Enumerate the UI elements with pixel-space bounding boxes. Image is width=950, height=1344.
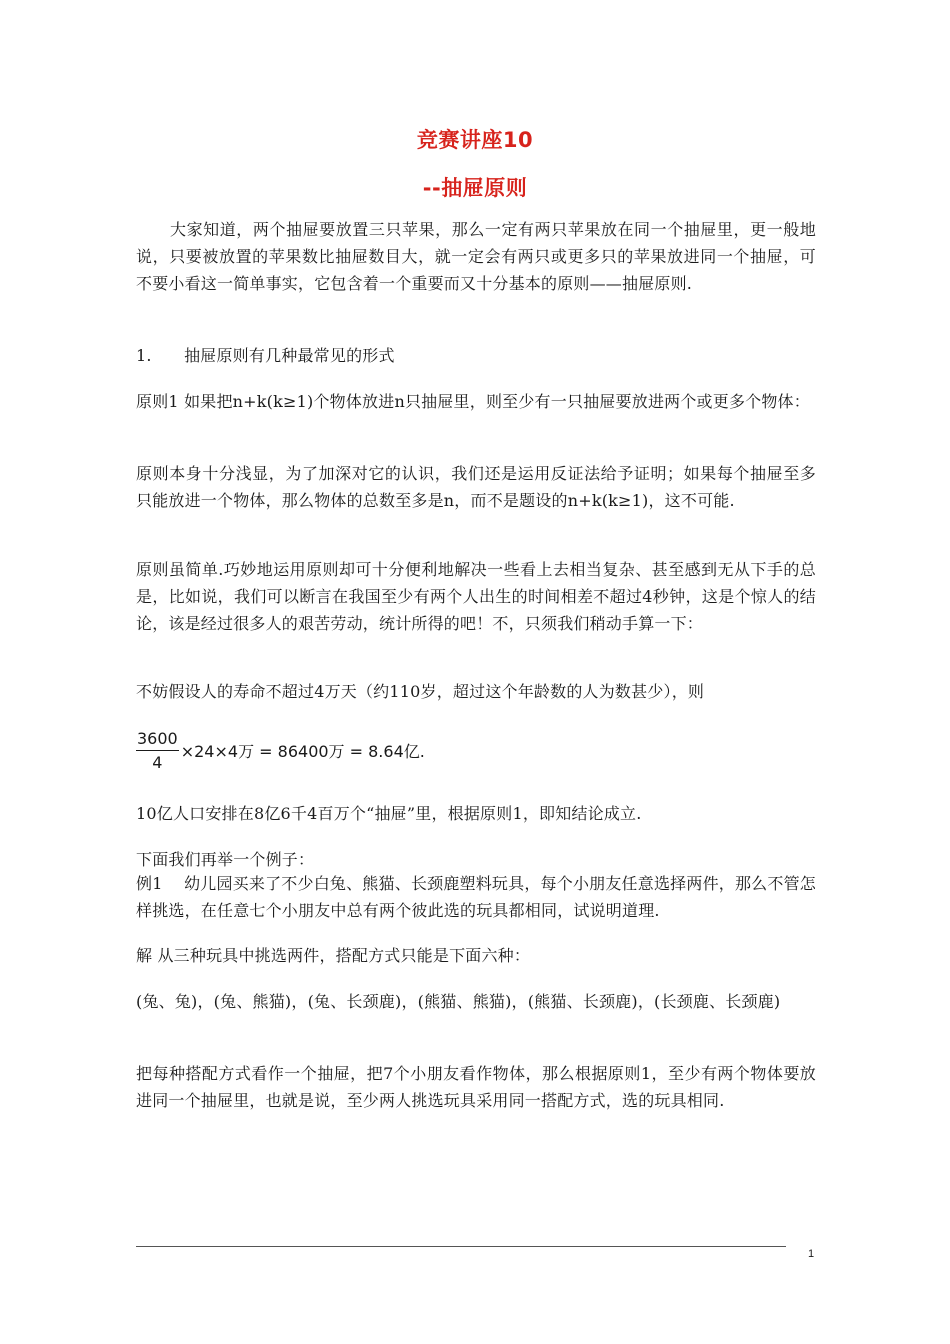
formula-denominator: 4 <box>152 752 163 772</box>
intro-paragraph: 大家知道，两个抽屉要放置三只苹果，那么一定有两只苹果放在同一个抽屉里，更一般地说，只要被放置的苹果数比抽屉数目大，就一定会有两只或更多只的苹果放进同一个抽屉，可不要小看这一简单事实，它包含着一个重要而又十分基本的原则——抽屉原则. <box>136 220 816 293</box>
combinations-paragraph: (兔、兔)，(兔、熊猫)，(兔、长颈鹿)，(熊猫、熊猫)，(熊猫、长颈鹿)，(长颈鹿、长颈鹿) <box>136 992 781 1011</box>
formula-rest: ×24×4万 = 86400万 = 8.64亿. <box>180 741 425 761</box>
formula-numerator: 3600 <box>137 728 178 748</box>
formula <box>136 724 425 776</box>
lecture-subtitle: --抽屉原则 <box>422 176 528 200</box>
next-example-line: 下面我们再举一个例子： <box>136 850 315 869</box>
example-1: 例1 幼儿园买来了不少白兔、熊猫、长颈鹿塑料玩具，每个小朋友任意选择两件，那么不管怎样挑选，在任意七个小朋友中总有两个彼此选的玩具都相同，试说明道理. <box>136 874 816 920</box>
simple-paragraph: 原则虽简单.巧妙地运用原则却可十分便利地解决一些看上去相当复杂、甚至感到无从下手的总是，比如说，我们可以断言在我国至少有两个人出生的时间相差不超过4秒钟，这是个惊人的结论，该是经过很多人的艰苦劳动，统计所得的吧！不，只须我们稍动手算一下： <box>136 560 816 633</box>
lecture-title: 竞赛讲座10 <box>416 128 534 152</box>
conclusion-paragraph: 10亿人口安排在8亿6千4百万个“抽屉”里，根据原则1，即知结论成立. <box>136 804 642 823</box>
section-heading-1: 1. 抽屉原则有几种最常见的形式 <box>136 346 395 365</box>
formula-fraction <box>136 729 179 772</box>
assumption-paragraph: 不妨假设人的寿命不超过4万天（约110岁，超过这个年龄数的人为数甚少），则 <box>136 682 705 701</box>
final-paragraph: 把每种搭配方式看作一个抽屉，把7个小朋友看作物体，那么根据原则1，至少有两个物体要放进同一个抽屉里，也就是说，至少两人挑选玩具采用同一搭配方式，选的玩具相同. <box>136 1064 816 1110</box>
footer-divider <box>136 1246 786 1247</box>
principle-1: 原则1 如果把n+k(k≥1)个物体放进n只抽屉里，则至少有一只抽屉要放进两个或更多个物体： <box>136 392 810 411</box>
solution-line: 解 从三种玩具中挑选两件，搭配方式只能是下面六种： <box>136 946 531 965</box>
page-number: 1 <box>808 1248 815 1260</box>
proof-paragraph: 原则本身十分浅显，为了加深对它的认识，我们还是运用反证法给予证明；如果每个抽屉至多只能放进一个物体，那么物体的总数至多是n，而不是题设的n+k(k≥1)，这不可能. <box>136 464 816 510</box>
